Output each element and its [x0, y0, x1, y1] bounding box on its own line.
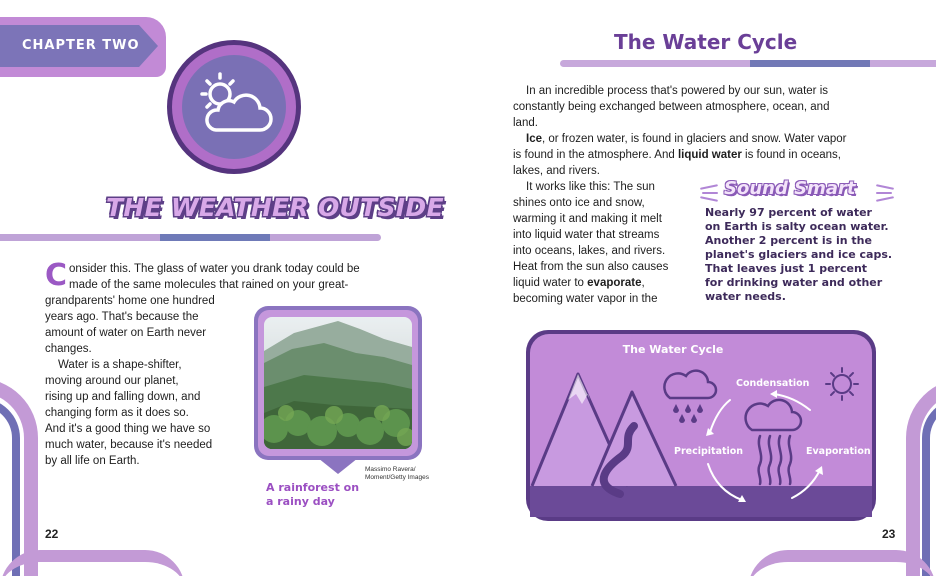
sound-smart-dash — [700, 196, 718, 202]
photo-credit: Massimo Ravera/ Moment/Getty Images — [365, 466, 429, 481]
text-line: years ago. That's because the — [45, 311, 199, 323]
decorative-corner — [0, 550, 185, 576]
body-text-narrow — [513, 179, 693, 307]
text-line: liquid water to evaporate, — [513, 277, 645, 289]
text-line: for drinking water and other — [705, 276, 883, 289]
text-line: lakes, and rivers. — [513, 165, 600, 177]
sound-smart-text — [705, 206, 905, 304]
dropcap: C — [45, 258, 68, 293]
sound-smart-dash — [876, 192, 892, 194]
diagram-title: The Water Cycle — [622, 343, 724, 356]
text-line: changing form as it does so. — [45, 407, 189, 419]
text-line: moving around our planet, — [45, 375, 179, 387]
title-rule — [0, 234, 381, 241]
label-condensation: Condensation — [736, 378, 810, 389]
text-line: Another 2 percent is in the — [705, 234, 872, 247]
text-line: is found in the atmosphere. And liquid water is found in oceans, — [513, 149, 841, 161]
text-line: In an incredible process that's powered by our sun, water is — [526, 85, 828, 97]
sound-smart-title: Sound Smart — [724, 178, 856, 199]
text-line: Water is a shape-shifter, — [58, 359, 182, 371]
sun-cloud-icon — [194, 70, 276, 140]
page-number-left: 22 — [45, 527, 59, 541]
page-title: The Water Cycle — [614, 30, 798, 54]
caption-pointer — [318, 458, 358, 474]
sound-smart-dash — [700, 184, 718, 190]
text-line: constantly being exchanged between atmosphere, ocean, and — [513, 101, 830, 113]
text-line: much water, because it's needed — [45, 439, 213, 451]
text-line: into liquid water that streams — [513, 229, 660, 241]
text-line: grandparents' home one hundred — [45, 295, 215, 307]
text-line: water needs. — [705, 290, 786, 303]
decorative-corner — [748, 550, 936, 576]
text-line: onsider this. The glass of water you drank today could be — [69, 263, 360, 275]
text-line: Ice, or frozen water, is found in glaciers and snow. Water vapor — [526, 133, 847, 145]
text-line: shines onto ice and snow, — [513, 197, 645, 209]
water-cycle-illustration — [530, 334, 872, 517]
sound-smart-dash — [876, 184, 894, 190]
text-line: Nearly 97 percent of water — [705, 206, 872, 219]
sound-smart-dash — [702, 192, 718, 194]
rainforest-photo — [264, 317, 412, 449]
text-line: by all life on Earth. — [45, 455, 140, 467]
text-line: into oceans, lakes, and rivers. — [513, 245, 666, 257]
text-line: Heat from the sun also causes — [513, 261, 669, 273]
term-evaporate: evaporate — [587, 277, 642, 289]
title-rule — [560, 60, 936, 67]
text-line: on Earth is salty ocean water. — [705, 220, 889, 233]
text-line: made of the same molecules that rained on your great- — [69, 279, 349, 291]
page-number-right: 23 — [882, 527, 896, 541]
photo-caption: A rainforest on a rainy day — [266, 481, 360, 508]
text-line: land. — [513, 117, 538, 129]
term-ice: Ice — [526, 133, 542, 145]
sound-smart-dash — [876, 196, 894, 202]
text-line: rising up and falling down, and — [45, 391, 201, 403]
sun-icon — [826, 368, 858, 400]
text-line: becoming water vapor in the — [513, 293, 658, 305]
text-line: It works like this: The sun — [526, 181, 655, 193]
label-evaporation: Evaporation — [806, 446, 871, 457]
rain-cloud-icon — [664, 371, 716, 423]
decorative-corner — [922, 398, 936, 576]
text-line: And it's a good thing we have so — [45, 423, 211, 435]
decorative-corner — [0, 398, 20, 576]
chapter-label: CHAPTER TWO — [22, 38, 140, 53]
text-line: planet's glaciers and ice caps. — [705, 248, 893, 261]
term-liquid-water: liquid water — [677, 149, 742, 161]
text-line: amount of water on Earth never — [45, 327, 207, 339]
vapor-cloud-icon — [746, 400, 801, 484]
text-line: That leaves just 1 percent — [705, 262, 868, 275]
text-line: changes. — [45, 343, 92, 355]
text-line: warming it and making it melt — [513, 213, 662, 225]
label-precipitation: Precipitation — [674, 446, 744, 457]
section-title: THE WEATHER OUTSIDE — [106, 193, 444, 222]
body-text — [513, 83, 893, 179]
